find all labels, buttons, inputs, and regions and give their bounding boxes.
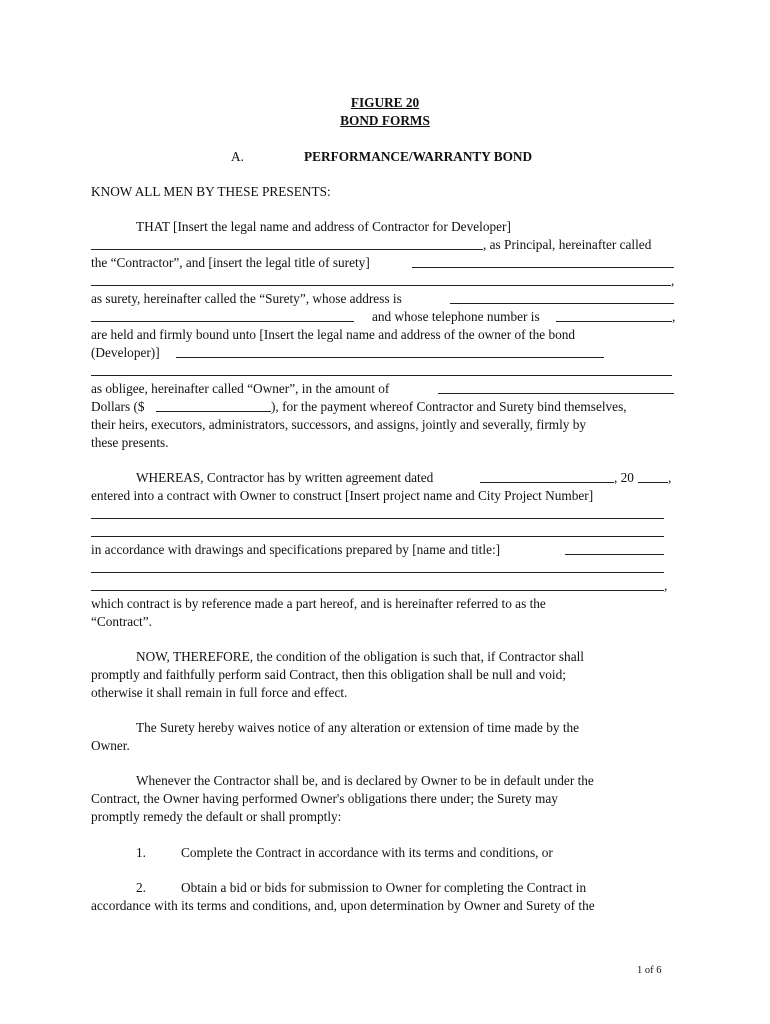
item-number: 2. (136, 880, 146, 895)
project-blank-1[interactable] (91, 518, 664, 519)
now-therefore: NOW, THEREFORE (136, 649, 250, 664)
para3-line1-rest: , the condition of the obligation is such that, if Contractor shall (249, 649, 584, 664)
para3-line3: otherwise it shall remain in full force and effect. (91, 685, 348, 700)
para1-line7: are held and firmly bound unto [Insert the legal name and address of the owner of the bond (91, 327, 576, 342)
owner-name-blank[interactable] (176, 357, 604, 358)
para2-line1: WHEREAS, Contractor has by written agreement dated (136, 470, 434, 485)
para2-line2: entered into a contract with Owner to construct [Insert project name and City Project Number] (91, 488, 594, 503)
surety-phone-blank[interactable] (556, 321, 672, 322)
comma: , (664, 578, 668, 593)
para5-line1: Whenever the Contractor shall be, and is declared by Owner to be in default under the (136, 773, 594, 788)
para1-line10: as obligee, hereinafter called “Owner”, in the amount of (91, 381, 390, 396)
amount-words-blank[interactable] (438, 393, 674, 394)
para1-line3: the “Contractor”, and [insert the legal title of surety] (91, 255, 370, 270)
bond-forms-subtitle: BOND FORMS (340, 113, 430, 128)
section-letter: A. (231, 149, 244, 164)
para1-line12: their heirs, executors, administrators, successors, and assigns, jointly and severally, firmly by (91, 417, 587, 432)
item2-continuation: accordance with its terms and conditions, and, upon determination by Owner and Surety of the (91, 898, 595, 913)
agreement-date-blank[interactable] (480, 482, 614, 483)
para5-line2: Contract, the Owner having performed Owner's obligations there under; the Surety may (91, 791, 558, 806)
para3-line1 (136, 649, 584, 665)
comma: , (671, 273, 675, 288)
surety-address-blank[interactable] (450, 303, 674, 304)
surety-title-blank[interactable] (412, 267, 674, 268)
para1-line11a: Dollars ($ (91, 399, 145, 414)
page-number: 1 of 6 (637, 965, 662, 976)
amount-dollars-blank[interactable] (156, 411, 271, 412)
contractor-name-blank[interactable] (91, 249, 483, 250)
preparer-blank-2[interactable] (91, 572, 664, 573)
para1-line8: (Developer)] (91, 345, 160, 360)
year-blank[interactable] (638, 482, 668, 483)
project-blank-2[interactable] (91, 536, 664, 537)
para1-line11b: ), for the payment whereof Contractor and Surety bind themselves, (271, 399, 627, 414)
para4-line1: The Surety hereby waives notice of any alteration or extension of time made by the (136, 720, 580, 735)
para2-line5: in accordance with drawings and specifications prepared by [name and title:] (91, 542, 501, 557)
para1-line13: these presents. (91, 435, 169, 450)
para1-line6: and whose telephone number is (372, 309, 540, 324)
preparer-blank-3[interactable] (91, 590, 664, 591)
para1-line2: , as Principal, hereinafter called (483, 237, 652, 252)
comma: , (668, 470, 672, 485)
surety-address-blank-2[interactable] (91, 321, 354, 322)
para2-line8: which contract is by reference made a part hereof, and is hereinafter referred to as the (91, 596, 546, 611)
para4-line2: Owner. (91, 738, 130, 753)
section-title: PERFORMANCE/WARRANTY BOND (304, 149, 533, 164)
para3-line2: promptly and faithfully perform said Contract, then this obligation shall be null and void; (91, 667, 566, 682)
para1-line1: THAT [Insert the legal name and address of Contractor for Developer] (136, 219, 511, 234)
comma: , (672, 309, 676, 324)
intro-line: KNOW ALL MEN BY THESE PRESENTS: (91, 184, 331, 199)
item-number: 1. (136, 845, 146, 860)
item-text: Obtain a bid or bids for submission to Owner for completing the Contract in (181, 880, 587, 895)
para1-line5: as surety, hereinafter called the “Surety”, whose address is (91, 291, 402, 306)
year-prefix: , 20 (614, 470, 634, 485)
figure-title: FIGURE 20 (350, 95, 420, 110)
item-text: Complete the Contract in accordance with its terms and conditions, or (181, 845, 553, 860)
surety-title-blank-2[interactable] (91, 285, 671, 286)
preparer-blank[interactable] (565, 554, 664, 555)
para2-line9: “Contract”. (91, 614, 152, 629)
para5-line3: promptly remedy the default or shall promptly: (91, 809, 342, 824)
owner-address-blank[interactable] (91, 375, 672, 376)
